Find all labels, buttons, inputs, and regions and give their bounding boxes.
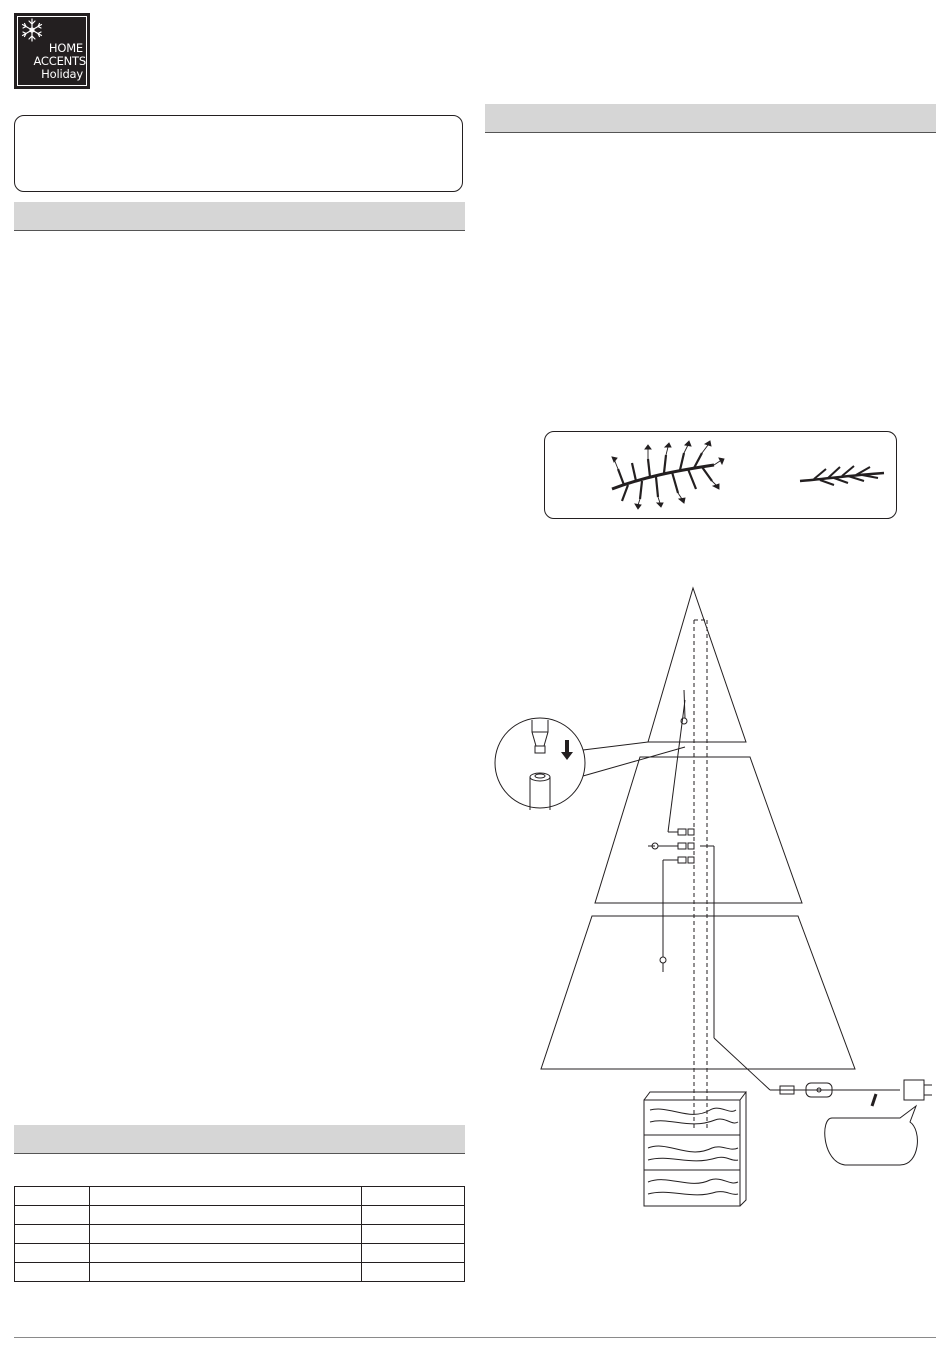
brand-line-3: Holiday [41, 67, 83, 81]
branch-flat-icon [800, 466, 884, 485]
brand-logo [14, 13, 90, 89]
table-cell [362, 1187, 465, 1206]
table-row [15, 1187, 465, 1206]
snowflake-icon [19, 17, 45, 43]
table-row [15, 1263, 465, 1282]
tree-middle-section [595, 757, 802, 903]
section-heading-right-top [485, 104, 936, 133]
table-cell [15, 1244, 90, 1263]
parts-table [14, 1186, 465, 1282]
center-pole [694, 620, 707, 1130]
branch-shaping-box [544, 431, 897, 519]
footer-divider [14, 1337, 936, 1338]
table-cell [362, 1206, 465, 1225]
brand-line-1: HOME [48, 41, 83, 55]
table-cell [362, 1225, 465, 1244]
table-cell [90, 1263, 362, 1282]
table-cell [90, 1225, 362, 1244]
light-wiring [648, 690, 900, 1090]
table-cell [90, 1206, 362, 1225]
table-cell [15, 1206, 90, 1225]
table-row [15, 1225, 465, 1244]
brand-line-2: ACCENTS [33, 54, 86, 68]
arrow-down-icon [561, 740, 573, 760]
pole-connector-detail [530, 720, 550, 810]
table-cell [362, 1263, 465, 1282]
notice-callout [14, 115, 463, 192]
table-row [15, 1206, 465, 1225]
table-cell [15, 1225, 90, 1244]
power-plug-icon [904, 1080, 932, 1100]
tree-assembly-diagram [480, 570, 950, 1210]
tree-top-section [648, 588, 746, 742]
table-cell [90, 1187, 362, 1206]
table-cell [362, 1244, 465, 1263]
table-cell [15, 1187, 90, 1206]
table-row [15, 1244, 465, 1263]
table-cell [90, 1244, 362, 1263]
table-cell [15, 1263, 90, 1282]
speech-bubble [825, 1106, 918, 1165]
tree-bottom-section [541, 916, 855, 1069]
section-heading-left-bottom [14, 1125, 465, 1154]
tree-stand [644, 1092, 746, 1206]
branch-fluffed-icon [612, 441, 724, 509]
section-heading-left-top [14, 202, 465, 231]
